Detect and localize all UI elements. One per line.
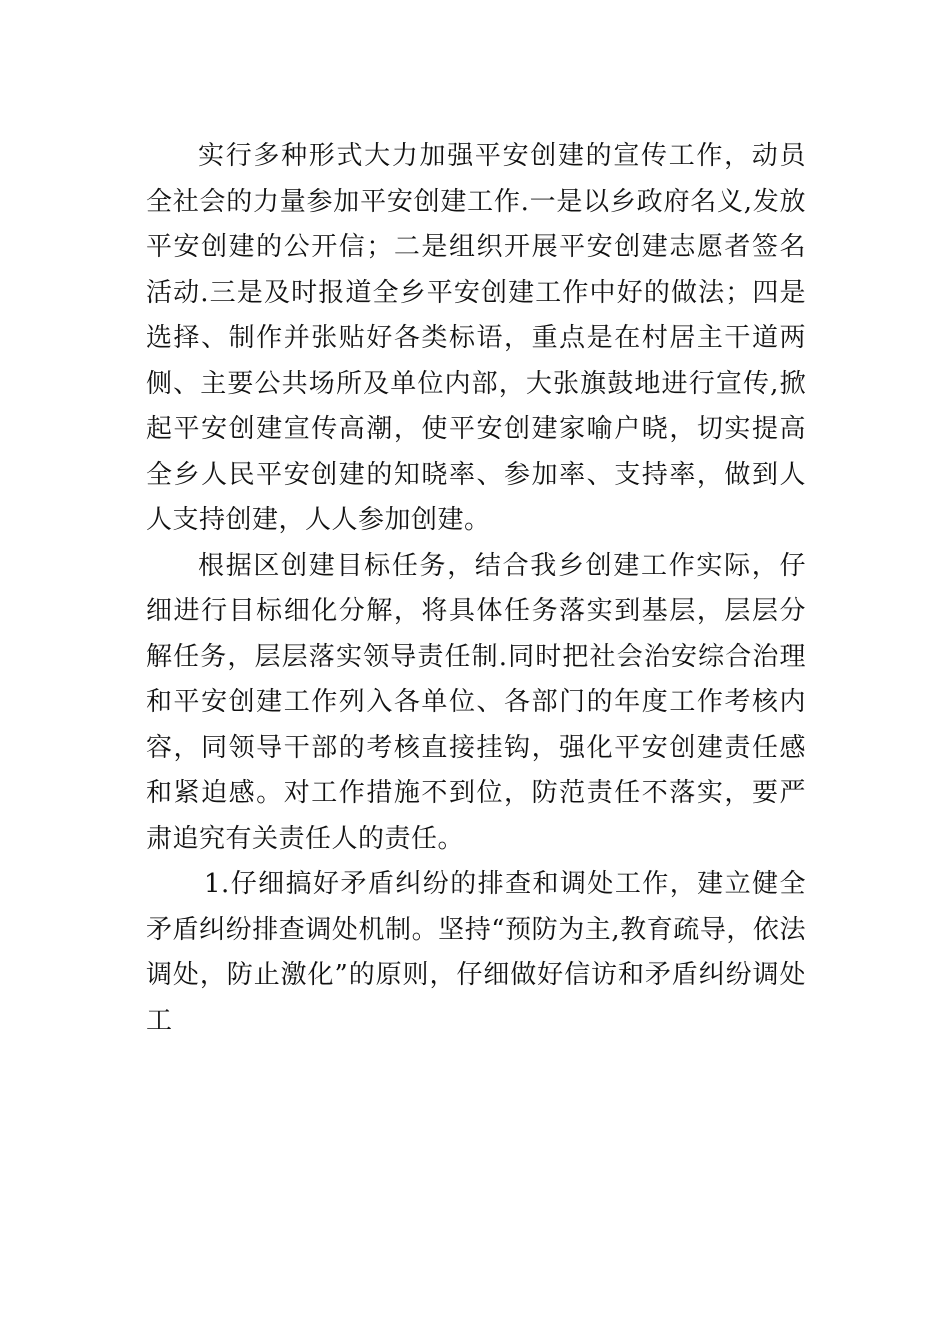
paragraph-publicity: 实行多种形式大力加强平安创建的宣传工作，动员全社会的力量参加平安创建工作.一是以乡政府名义,发放平安创建的公开信；二是组织开展平安创建志愿者签名活动.三是及时报道全乡平安创建工作中好的做法；四是选择、制作并张贴好各类标语，重点是在村居主干道两侧、主要公共场所及单位内部，大张旗鼓地进行宣传,掀起平安创建宣传高潮，使平安创建家喻户晓，切实提高全乡人民平安创建的知晓率、参加率、支持率，做到人人支持创建，人人参加创建。 [146,141,806,535]
paragraph-dispute-resolution: 1.仔细搞好矛盾纠纷的排查和调处工作，建立健全矛盾纠纷排查调处机制。坚持“预防为主,教育疏导，依法调处，防止激化”的原则，仔细做好信访和矛盾纠纷调处工 [146,869,806,1036]
paragraph-target-tasks: 根据区创建目标任务，结合我乡创建工作实际，仔细进行目标细化分解，将具体任务落实到基层，层层分解任务，层层落实领导责任制.同时把社会治安综合治理和平安创建工作列入各单位、各部门的年度工作考核内容，同领导干部的考核直接挂钩，强化平安创建责任感和紧迫感。对工作措施不到位，防范责任不落实，要严肃追究有关责任人的责任。 [146,550,806,854]
document-body [146,134,806,1044]
